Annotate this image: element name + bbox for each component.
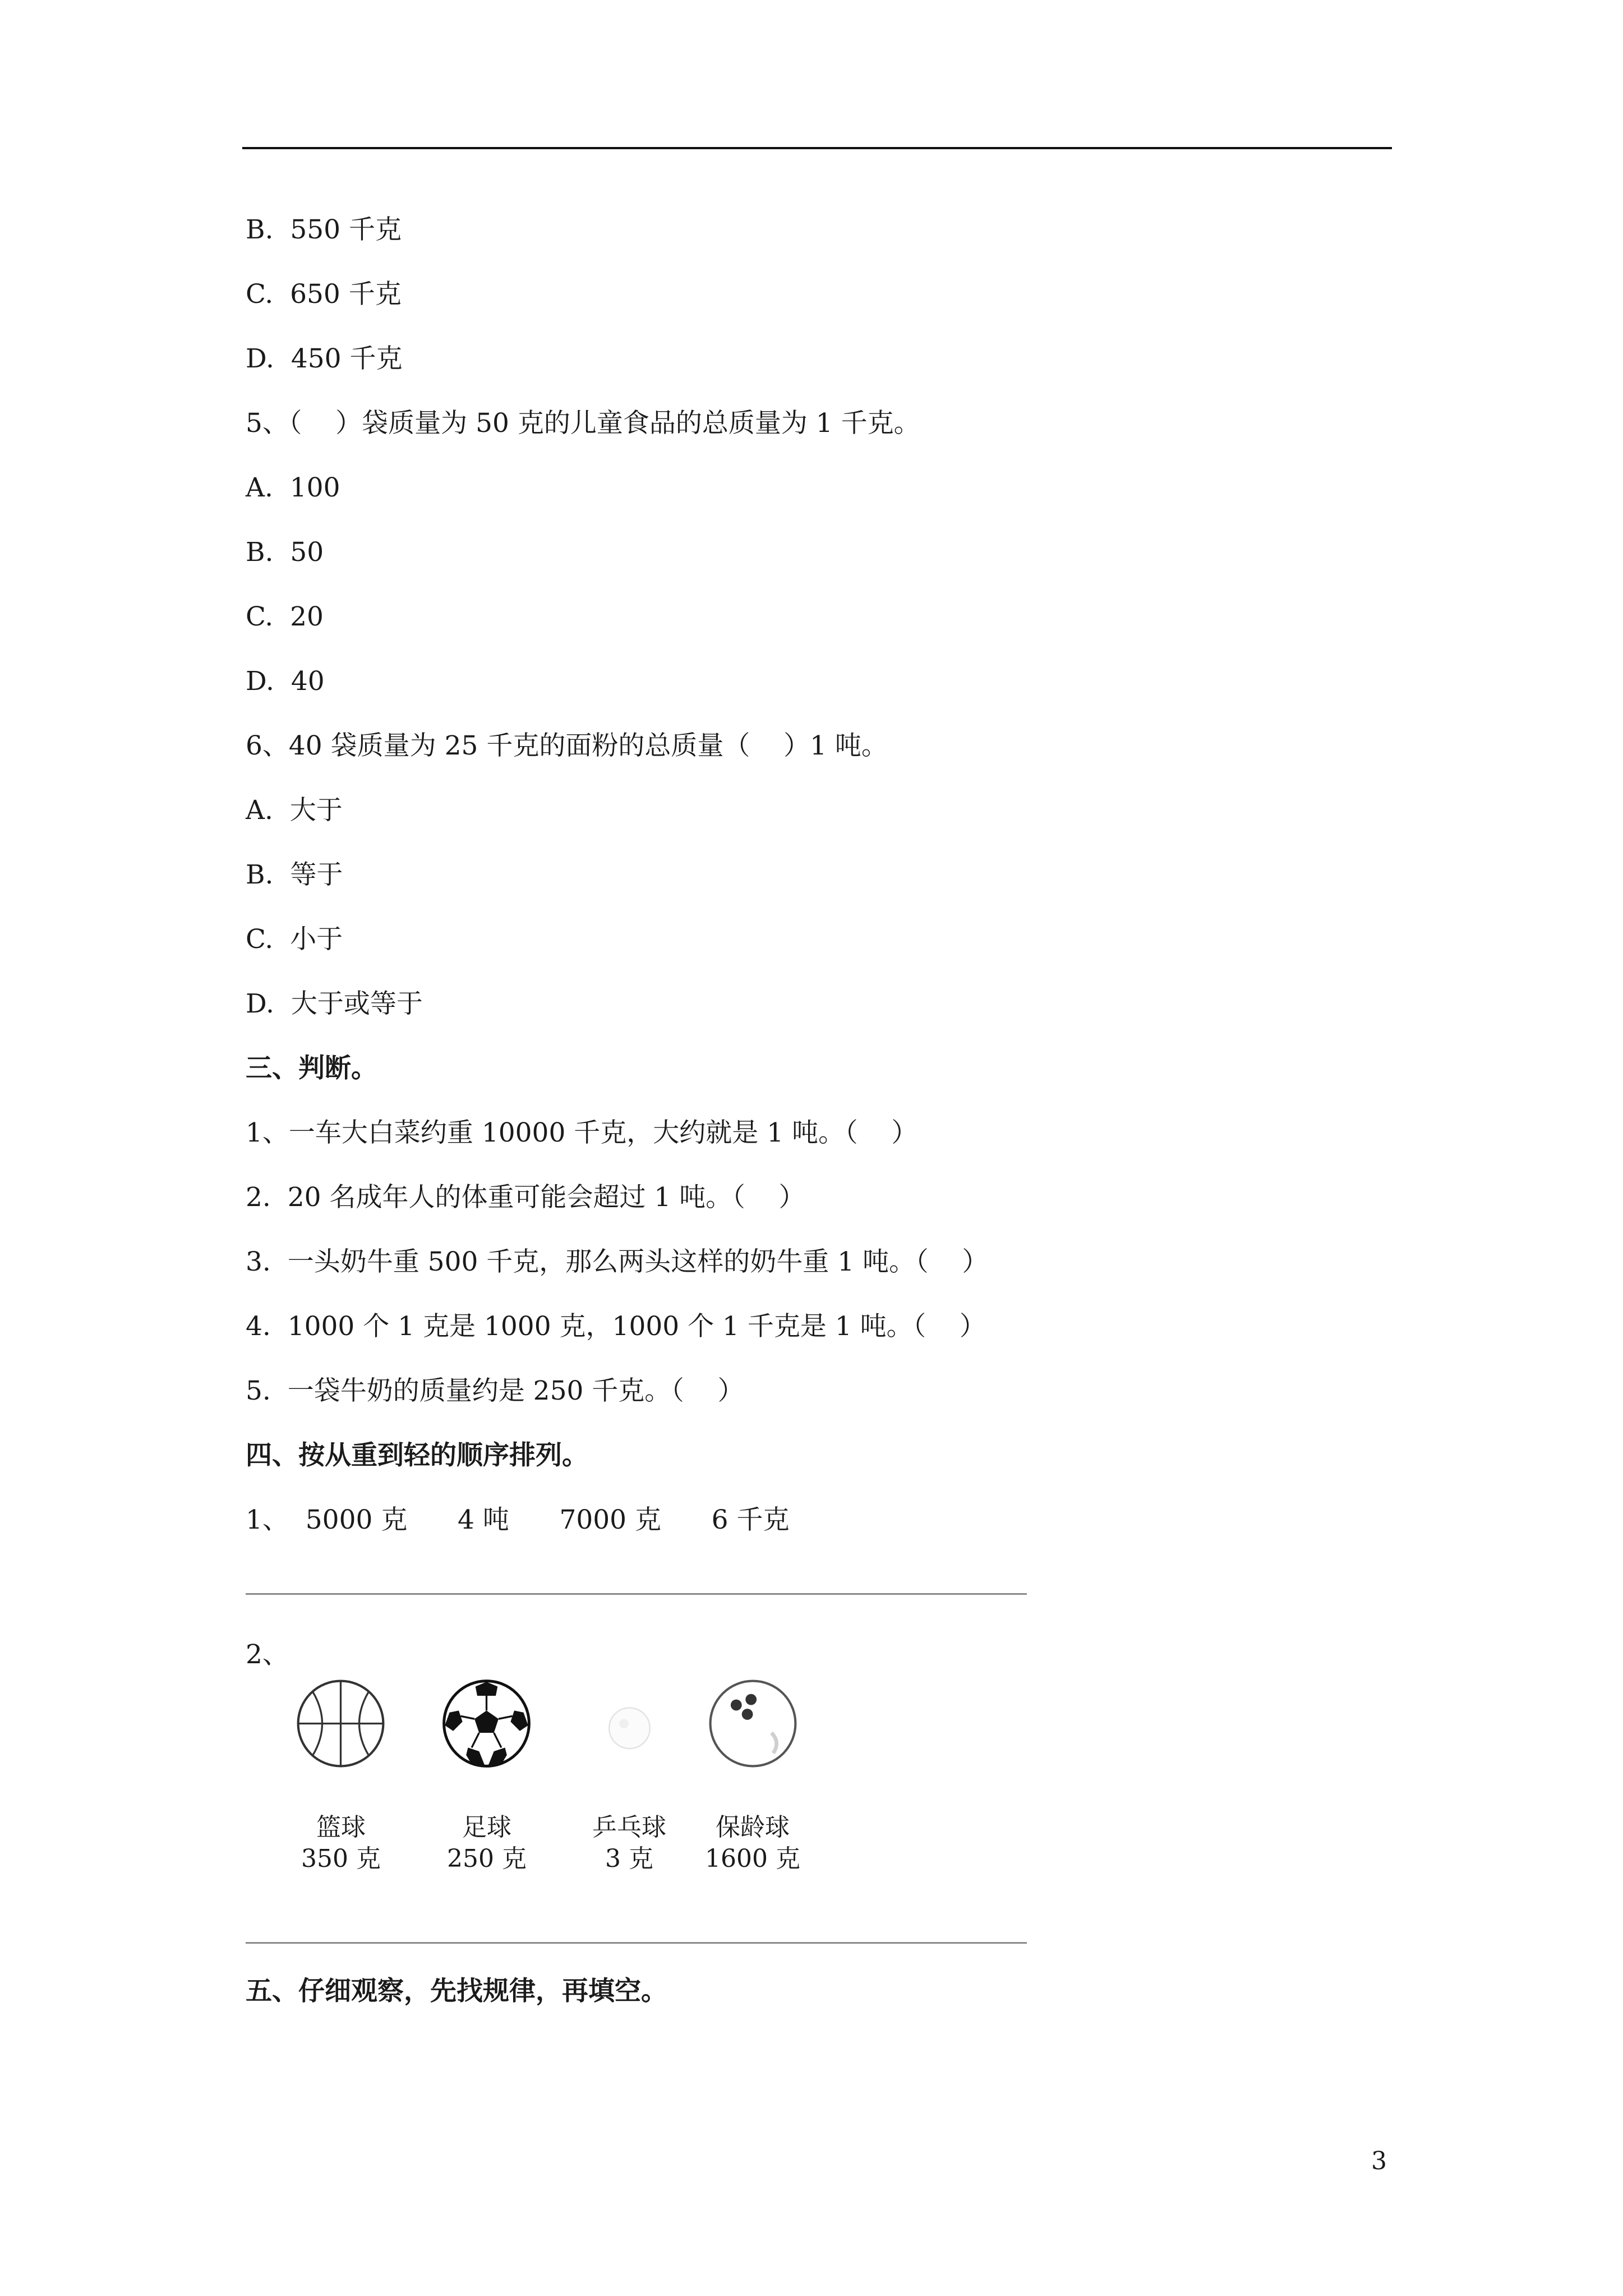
soccer-ball-weight: 250 克 — [447, 1844, 527, 1873]
q5-option-c: C. 20 — [246, 601, 324, 632]
q5-question: 5、（ ）袋质量为 50 克的儿童食品的总质量为 1 千克。 — [246, 408, 920, 439]
q5-option-b: B. 50 — [246, 537, 324, 568]
answer-line-2[interactable] — [246, 1942, 1027, 1944]
basketball-icon — [294, 1677, 387, 1770]
section5-title: 五、仔细观察，先找规律，再填空。 — [246, 1976, 667, 2007]
ping-pong-ball-weight: 3 克 — [605, 1844, 653, 1873]
judgment-item-2: 2. 20 名成年人的体重可能会超过 1 吨。（ ） — [246, 1182, 805, 1213]
q4-option-c: C. 650 千克 — [246, 279, 402, 310]
q4-option-d: D. 450 千克 — [246, 343, 403, 374]
balls-figure — [280, 1677, 841, 1885]
answer-line-1[interactable] — [246, 1593, 1027, 1595]
basketball-weight: 350 克 — [301, 1844, 381, 1873]
section3-title: 三、判断。 — [246, 1053, 377, 1084]
ping-pong-ball-name: 乒乓球 — [592, 1813, 666, 1842]
q4-option-b: B. 550 千克 — [246, 214, 402, 245]
bowling-ball-name: 保龄球 — [716, 1813, 790, 1842]
bowling-ball-weight: 1600 克 — [705, 1844, 800, 1873]
q5-option-d: D. 40 — [246, 666, 325, 697]
soccer-ball-icon — [440, 1677, 533, 1770]
ping-pong-ball-icon — [583, 1677, 676, 1770]
header-rule — [242, 147, 1392, 149]
q6-option-b: B. 等于 — [246, 859, 343, 890]
sort-item-1: 1、 5000 克 4 吨 7000 克 6 千克 — [246, 1504, 790, 1535]
q6-option-d: D. 大于或等于 — [246, 988, 423, 1019]
q5-option-a: A. 100 — [246, 472, 340, 503]
judgment-item-5: 5. 一袋牛奶的质量约是 250 千克。（ ） — [246, 1375, 744, 1406]
q6-option-c: C. 小于 — [246, 924, 343, 955]
bowling-ball-icon — [707, 1677, 799, 1770]
sort-item-2-label: 2、 — [246, 1639, 289, 1670]
judgment-item-3: 3. 一头奶牛重 500 千克，那么两头这样的奶牛重 1 吨。（ ） — [246, 1246, 989, 1277]
judgment-item-4: 4. 1000 个 1 克是 1000 克，1000 个 1 千克是 1 吨。（ ） — [246, 1311, 986, 1342]
section4-title: 四、按从重到轻的顺序排列。 — [246, 1440, 588, 1471]
q6-question: 6、40 袋质量为 25 千克的面粉的总质量（ ）1 吨。 — [246, 730, 888, 761]
basketball-name: 篮球 — [316, 1813, 366, 1842]
page-number: 3 — [1371, 2147, 1387, 2175]
soccer-ball-name: 足球 — [462, 1813, 511, 1842]
judgment-item-1: 1、一车大白菜约重 10000 千克，大约就是 1 吨。（ ） — [246, 1117, 918, 1148]
q6-option-a: A. 大于 — [246, 795, 343, 826]
